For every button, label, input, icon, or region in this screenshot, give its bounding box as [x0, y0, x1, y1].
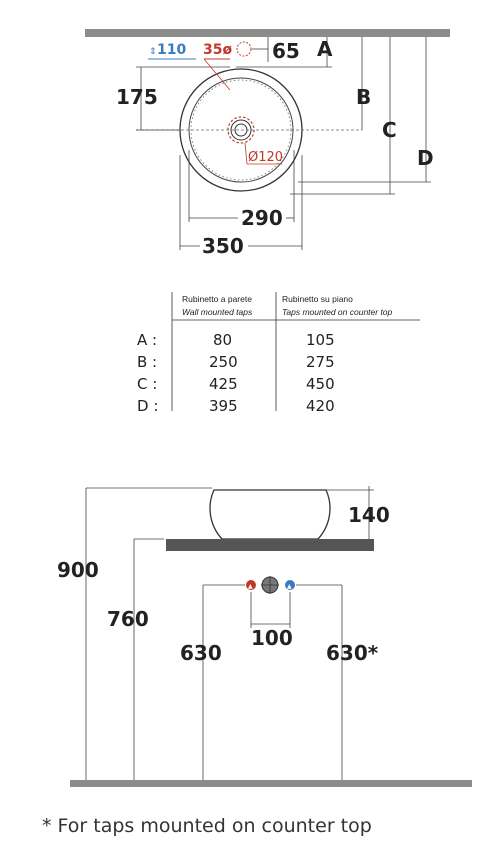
- dim-175-label: 175: [116, 85, 158, 109]
- table-cell-wall: 395: [209, 397, 238, 415]
- wall-bar-top: [85, 29, 450, 37]
- floor-bar: [70, 780, 472, 787]
- dim-A-label: A: [317, 37, 333, 61]
- table-cell-wall: 250: [209, 353, 238, 371]
- table-cell-counter: 275: [306, 353, 335, 371]
- table-cell-wall: 80: [213, 331, 233, 349]
- dim-760-label: 760: [107, 607, 149, 631]
- basin-profile: [210, 490, 330, 539]
- table-col2-title: Rubinetto su piano: [282, 294, 353, 304]
- table-cell-counter: 450: [306, 375, 335, 393]
- dim-C-label: C: [382, 118, 397, 142]
- table-col2-subtitle: Taps mounted on counter top: [282, 307, 393, 317]
- table-cell-wall: 425: [209, 375, 238, 393]
- table-col1-title: Rubinetto a parete: [182, 294, 252, 304]
- dim-65-label: 65: [272, 39, 300, 63]
- dim-630-left-label: 630: [180, 641, 222, 665]
- countertop: [166, 539, 374, 551]
- table-row-label: D :: [137, 397, 159, 415]
- dim-D-label: D: [417, 146, 434, 170]
- table-cell-counter: 105: [306, 331, 335, 349]
- dim-290-label: 290: [241, 206, 283, 230]
- tap-hole-label: 35ø: [203, 42, 233, 58]
- dim-100-label: 100: [251, 626, 293, 650]
- tap-hole-circle: [237, 42, 251, 56]
- dim-630-right-label: 630*: [326, 641, 379, 665]
- dim-B-label: B: [356, 85, 372, 109]
- dim-110-label: 110: [157, 42, 187, 58]
- waste-dia-label: Ø120: [248, 150, 284, 165]
- height-arrow-icon: ⇕: [149, 47, 157, 57]
- table-cell-counter: 420: [306, 397, 335, 415]
- table-row-label: B :: [137, 353, 158, 371]
- table-row-label: C :: [137, 375, 158, 393]
- dim-140-label: 140: [348, 503, 390, 527]
- cold-arrow-icon: ▲: [287, 583, 292, 590]
- hot-arrow-icon: ▲: [248, 583, 253, 590]
- footnote: * For taps mounted on counter top: [42, 815, 372, 837]
- table-row-label: A :: [137, 331, 158, 349]
- dim-350-label: 350: [202, 234, 244, 258]
- table-col1-subtitle: Wall mounted taps: [182, 307, 253, 317]
- dim-900-label: 900: [57, 558, 99, 582]
